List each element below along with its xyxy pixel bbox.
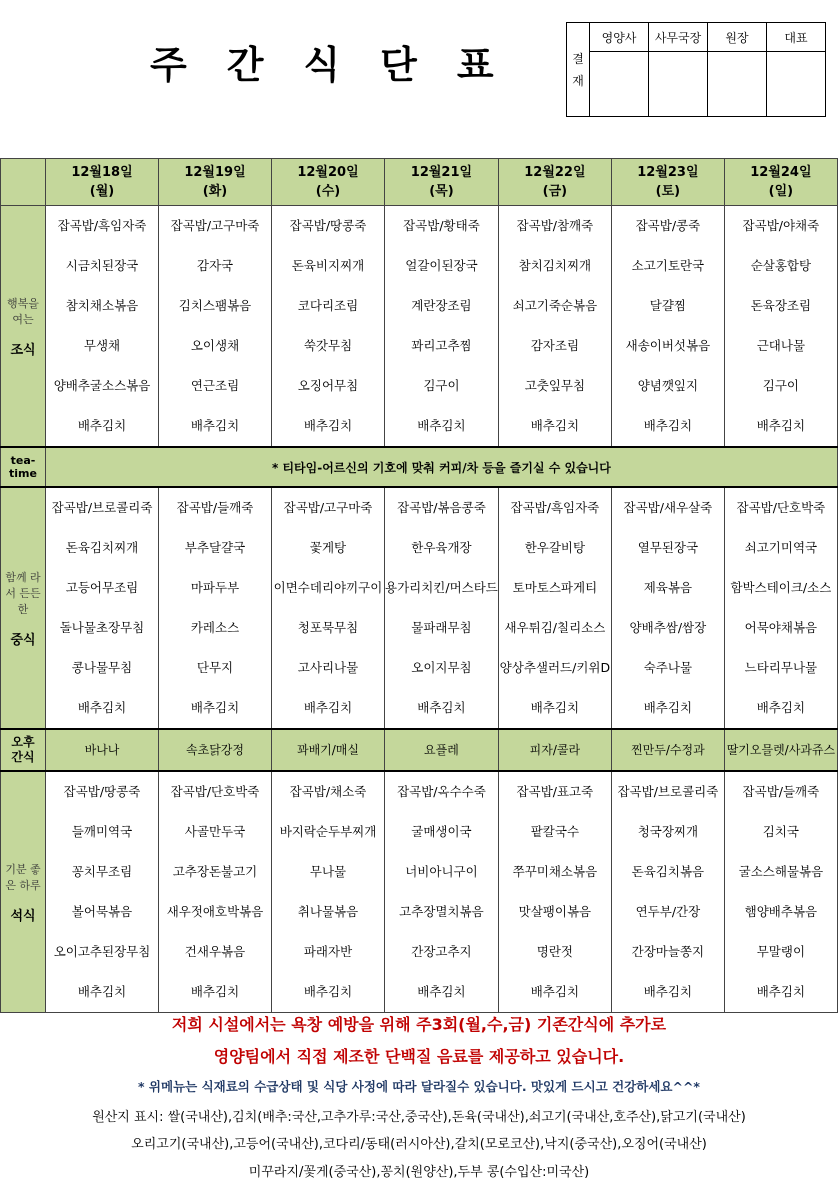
menu-item: 참치김치찌개 [518, 258, 592, 273]
approval-role-office-manager: 사무국장 [649, 23, 708, 52]
menu-item: 코다리조림 [297, 298, 359, 313]
dinner-day-cell [159, 771, 272, 1013]
menu-item: 돈육김치찌개 [65, 540, 139, 555]
menu-item: 소고기토란국 [631, 258, 705, 273]
date-header: 12월24일 (일) [724, 159, 837, 206]
date-header: 12월19일 (화) [159, 159, 272, 206]
dinner-label: 기분 좋은 하루 석식 [1, 771, 46, 1013]
menu-item: 카레소스 [190, 620, 240, 635]
menu-item: 배추김치 [303, 700, 353, 715]
menu-item: 잡곡밥/흑임자죽 [510, 500, 600, 515]
menu-item: 볼어묵볶음 [71, 904, 133, 919]
menu-item: 팥칼국수 [530, 824, 580, 839]
menu-item: 취나물볶음 [297, 904, 359, 919]
menu-item: 배추김치 [643, 418, 693, 433]
menu-item: 잡곡밥/들깨죽 [176, 500, 254, 515]
approval-sign-slot[interactable] [590, 52, 649, 117]
teatime-row [1, 447, 838, 487]
menu-item: 무생채 [83, 338, 121, 353]
menu-item: 쇠고기죽순볶음 [512, 298, 598, 313]
menu-item: 쭈꾸미채소볶음 [512, 864, 598, 879]
menu-item: 어묵야채볶음 [744, 620, 818, 635]
breakfast-day-cell [385, 206, 499, 448]
menu-item: 파래자반 [303, 944, 353, 959]
menu-item: 명란젓 [536, 944, 573, 959]
approval-role-nutritionist: 영양사 [590, 23, 649, 52]
menu-item: 잡곡밥/야채죽 [742, 218, 820, 233]
menu-item: 잡곡밥/볶음콩죽 [397, 500, 486, 515]
breakfast-day-cell [272, 206, 385, 448]
breakfast-day-cell [611, 206, 724, 448]
menu-item: 쇠고기미역국 [744, 540, 818, 555]
menu-item: 참치채소볶음 [65, 298, 139, 313]
menu-item: 잡곡밥/땅콩죽 [63, 784, 141, 799]
breakfast-label: 행복을 여는 조식 [1, 206, 46, 448]
menu-item: 굴매생이국 [411, 824, 472, 839]
dinner-day-cell [46, 771, 159, 1013]
menu-item: 햄양배추볶음 [744, 904, 818, 919]
menu-item: 너비아니구이 [405, 864, 478, 879]
teatime-label: tea-time [1, 447, 46, 487]
menu-item: 계란장조림 [411, 298, 472, 313]
menu-item: 잡곡밥/들깨죽 [742, 784, 820, 799]
menu-item: 달걀찜 [649, 298, 686, 313]
lunch-day-cell [159, 487, 272, 729]
lunch-row [1, 487, 838, 729]
date-header: 12월23일 (토) [611, 159, 724, 206]
menu-item: 토마토스파게티 [512, 580, 598, 595]
lunch-day-cell [611, 487, 724, 729]
date-header: 12월18일 (월) [46, 159, 159, 206]
menu-item: 단무지 [196, 660, 234, 675]
dinner-day-cell [385, 771, 499, 1013]
menu-item: 양배추굴소스볶음 [53, 378, 151, 393]
menu-item: 돈육김치볶음 [631, 864, 705, 879]
menu-item: 굴소스해물볶음 [738, 864, 824, 879]
approval-role-director: 원장 [708, 23, 767, 52]
menu-item: 잡곡밥/옥수수죽 [397, 784, 486, 799]
menu-item: 배추김치 [417, 700, 466, 715]
dinner-row [1, 771, 838, 1013]
menu-item: 부추달걀국 [184, 540, 246, 555]
menu-item: 배추김치 [77, 984, 127, 999]
approval-label: 결재 [567, 23, 590, 117]
menu-item: 돈육비지찌개 [291, 258, 365, 273]
menu-item: 고춧잎무침 [524, 378, 586, 393]
menu-item: 잡곡밥/브로콜리죽 [51, 500, 153, 515]
menu-item: 잡곡밥/황태죽 [403, 218, 480, 233]
menu-item: 사골만두국 [184, 824, 246, 839]
menu-item: 김구이 [762, 378, 799, 393]
origin-line-3: 미꾸라지/꽃게(중국산),꽁치(원양산),두부 콩(수입산:미국산) [248, 1165, 590, 1180]
menu-item: 감자국 [196, 258, 234, 273]
menu-item: 꽈리고추찜 [411, 338, 472, 353]
menu-item: 물파래무침 [411, 620, 472, 635]
menu-item: 배추김치 [643, 700, 693, 715]
menu-item: 배추김치 [303, 984, 353, 999]
lunch-day-cell [498, 487, 611, 729]
snack-item: 찐만두/수정과 [611, 729, 724, 771]
lunch-day-cell [46, 487, 159, 729]
menu-item: 꽁치무조림 [71, 864, 133, 879]
dinner-day-cell [272, 771, 385, 1013]
menu-item: 잡곡밥/단호박죽 [170, 784, 260, 799]
menu-item: 맛살팽이볶음 [518, 904, 592, 919]
menu-item: 잡곡밥/참깨죽 [516, 218, 594, 233]
menu-item: 청포묵무침 [297, 620, 359, 635]
dinner-day-cell [724, 771, 837, 1013]
breakfast-day-cell [46, 206, 159, 448]
menu-item: 잡곡밥/흑임자죽 [57, 218, 147, 233]
menu-item: 건새우볶음 [184, 944, 246, 959]
approval-sign-slot[interactable] [767, 52, 826, 117]
menu-item: 돈육장조림 [750, 298, 812, 313]
menu-item: 배추김치 [77, 418, 127, 433]
menu-item: 연두부/간장 [635, 904, 701, 919]
lunch-day-cell [272, 487, 385, 729]
menu-item: 간장마늘쫑지 [631, 944, 705, 959]
menu-item: 무말랭이 [756, 944, 806, 959]
menu-item: 잡곡밥/새우살죽 [623, 500, 713, 515]
menu-item: 간장고추지 [411, 944, 472, 959]
menu-item: 들깨미역국 [71, 824, 133, 839]
menu-item: 배추김치 [530, 700, 580, 715]
dinner-day-cell [498, 771, 611, 1013]
approval-role-ceo: 대표 [767, 23, 826, 52]
menu-item: 김구이 [423, 378, 460, 393]
menu-item: 배추김치 [756, 418, 806, 433]
snack-row [1, 729, 838, 771]
breakfast-day-cell [159, 206, 272, 448]
menu-item: 잡곡밥/땅콩죽 [289, 218, 367, 233]
lunch-day-cell [385, 487, 499, 729]
notice-line-2: 영양팀에서 직접 제조한 단백질 음료를 제공하고 있습니다. [213, 1047, 625, 1066]
menu-item: 잡곡밥/표고죽 [516, 784, 594, 799]
menu-item: 양념깻잎지 [637, 378, 699, 393]
menu-item: 배추김치 [417, 984, 466, 999]
snack-item: 꽈배기/매실 [272, 729, 385, 771]
menu-item: 근대나물 [756, 338, 806, 353]
menu-item: 오이고추된장무침 [53, 944, 151, 959]
lunch-day-cell [724, 487, 837, 729]
date-header: 12월22일 (금) [498, 159, 611, 206]
notice-line-1: 저희 시설에서는 욕창 예방을 위해 주3회(월,수,금) 기존간식에 추가로 [171, 1015, 667, 1034]
menu-item: 용가리치킨/머스타드 [385, 580, 498, 595]
menu-item: 마파두부 [190, 580, 240, 595]
menu-item: 콩나물무침 [71, 660, 133, 675]
menu-item: 느타리무나물 [744, 660, 818, 675]
menu-item: 배추김치 [530, 418, 580, 433]
weekly-menu-table [0, 158, 838, 1013]
menu-item: 오징어무침 [297, 378, 359, 393]
menu-item: 배추김치 [643, 984, 693, 999]
menu-item: 돌나물초장무침 [59, 620, 145, 635]
breakfast-day-cell [724, 206, 837, 448]
snack-label: 오후 간식 [1, 729, 46, 771]
menu-item: 잡곡밥/콩죽 [635, 218, 701, 233]
menu-item: 청국장찌개 [637, 824, 699, 839]
menu-item: 새우튀김/칠리소스 [504, 620, 606, 635]
snack-item: 속초닭강정 [159, 729, 272, 771]
menu-item: 연근조림 [190, 378, 240, 393]
teatime-note: * 티타임-어르신의 기호에 맞춰 커피/차 등을 즐기실 수 있습니다 [46, 447, 838, 487]
approval-sign-slot[interactable] [649, 52, 708, 117]
snack-item: 피자/콜라 [498, 729, 611, 771]
origin-line-2: 오리고기(국내산),고등어(국내산),코다리/동태(러시아산),갈치(모로코산),낙지(중국산),오징어(국내산) [131, 1137, 707, 1152]
menu-item: 잡곡밥/브로콜리죽 [617, 784, 719, 799]
menu-item: 꽃게탕 [309, 540, 347, 555]
snack-item: 요플레 [385, 729, 499, 771]
menu-item: 잡곡밥/고구마죽 [170, 218, 260, 233]
menu-item: 한우육개장 [411, 540, 472, 555]
menu-item: 잡곡밥/단호박죽 [736, 500, 826, 515]
origin-line-1: 원산지 표시: 쌀(국내산),김치(배추:국산,고추가루:국산,중국산),돈육(국내산),쇠고기(국내산,호주산),닭고기(국내산) [92, 1110, 746, 1125]
menu-item: 오이지무침 [411, 660, 472, 675]
menu-item: 고추장돈불고기 [172, 864, 258, 879]
menu-item: 배추김치 [190, 984, 240, 999]
snack-item: 딸기오믈렛/사과쥬스 [724, 729, 837, 771]
page-title: 주간식단표 [150, 43, 534, 87]
menu-item: 잡곡밥/채소죽 [289, 784, 367, 799]
menu-item: 무나물 [309, 864, 347, 879]
menu-item: 고사리나물 [297, 660, 359, 675]
menu-item: 열무된장국 [637, 540, 699, 555]
menu-item: 배추김치 [530, 984, 580, 999]
approval-sign-slot[interactable] [708, 52, 767, 117]
menu-item: 배추김치 [303, 418, 353, 433]
menu-item: 양배추쌈/쌈장 [629, 620, 707, 635]
lunch-label: 함께 라서 든든한 중식 [1, 487, 46, 729]
menu-item: 배추김치 [190, 700, 240, 715]
menu-item: 배추김치 [756, 700, 806, 715]
menu-item: 시금치된장국 [65, 258, 139, 273]
menu-item: 고등어무조림 [65, 580, 139, 595]
menu-item: 이면수데리야끼구이 [273, 580, 383, 595]
menu-item: 배추김치 [190, 418, 240, 433]
menu-item: 얼갈이된장국 [405, 258, 478, 273]
date-header: 12월20일 (수) [272, 159, 385, 206]
menu-item: 고추장멸치볶음 [399, 904, 484, 919]
breakfast-row [1, 206, 838, 448]
menu-item: 함박스테이크/소스 [730, 580, 832, 595]
corner-cell [1, 159, 46, 206]
snack-item: 바나나 [46, 729, 159, 771]
notice-line-3: * 위메뉴는 식재료의 수급상태 및 식당 사정에 따라 달라질수 있습니다. 맛있게 드시고 건강하세요^^* [138, 1079, 700, 1094]
menu-item: 오이생채 [190, 338, 240, 353]
menu-item: 숙주나물 [643, 660, 693, 675]
menu-item: 배추김치 [756, 984, 806, 999]
approval-box [566, 22, 826, 117]
date-header-row [1, 159, 838, 206]
date-header: 12월21일 (목) [385, 159, 499, 206]
menu-item: 배추김치 [77, 700, 127, 715]
menu-item: 김치스팸볶음 [178, 298, 252, 313]
menu-item: 양상추샐러드/키위D [499, 660, 611, 675]
menu-item: 순살홍합탕 [750, 258, 812, 273]
menu-item: 감자조림 [530, 338, 580, 353]
menu-item: 김치국 [762, 824, 799, 839]
dinner-day-cell [611, 771, 724, 1013]
menu-item: 바지락순두부찌개 [279, 824, 377, 839]
breakfast-day-cell [498, 206, 611, 448]
menu-item: 제육볶음 [643, 580, 693, 595]
menu-item: 새송이버섯볶음 [625, 338, 711, 353]
menu-item: 잡곡밥/고구마죽 [283, 500, 373, 515]
menu-item: 새우젓애호박볶음 [166, 904, 264, 919]
menu-item: 한우갈비탕 [524, 540, 586, 555]
menu-item: 배추김치 [417, 418, 466, 433]
menu-item: 쑥갓무침 [303, 338, 353, 353]
